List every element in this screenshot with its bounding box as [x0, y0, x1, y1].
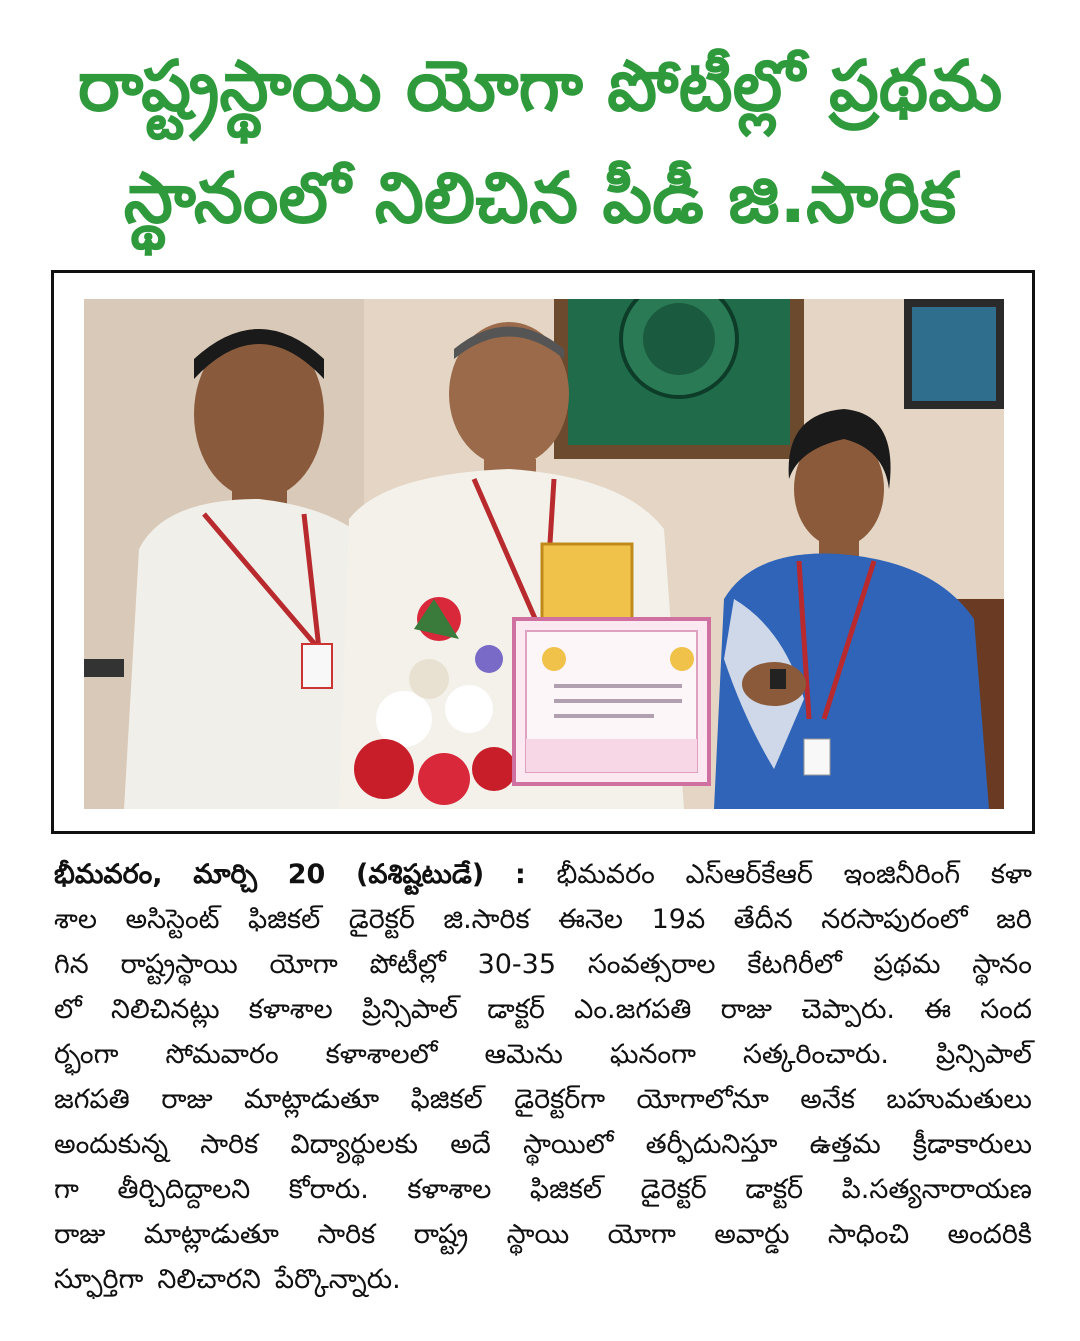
article-word: స్థాయి	[506, 1219, 570, 1250]
article-word: రాష్ట్రస్థాయి	[120, 949, 238, 980]
article-word: ఈనెల	[558, 904, 624, 935]
article-word: యోగా	[607, 1219, 676, 1250]
article-word: అందరికి	[947, 1219, 1032, 1250]
headline	[0, 30, 1080, 254]
article-word: నిలిచారని	[157, 1264, 261, 1295]
article-word: కోరారు.	[288, 1174, 369, 1205]
article-word: కళా	[990, 859, 1032, 890]
article-word: ప్రిన్సిపాల్	[361, 994, 458, 1025]
news-photo	[84, 299, 1004, 809]
article-line	[54, 1122, 1032, 1167]
article-word: డైరెక్టర్	[640, 1174, 707, 1205]
article-word: కళాశాల	[248, 994, 333, 1025]
dateline-word: మార్చి	[193, 859, 257, 890]
article-word: 30-35	[477, 949, 557, 980]
article-word: ఘనంగా	[609, 1039, 696, 1070]
article-word: పేర్కొన్నారు.	[274, 1264, 401, 1295]
article-line	[54, 1167, 1032, 1212]
article-word: యోగాలోనూ	[636, 1084, 769, 1115]
dateline-word: 20	[287, 859, 326, 890]
article-word: చెప్పారు.	[801, 994, 895, 1025]
article-word: పి.సత్యనారాయణ	[841, 1174, 1032, 1205]
article-word: ప్రిన్సిపాల్	[935, 1039, 1032, 1070]
article-word: తేదీన	[733, 904, 793, 935]
article-word: భీమవరం	[556, 859, 655, 890]
article-word: సంద	[980, 994, 1032, 1025]
dateline-word: (వశిష్టటుడే)	[356, 859, 485, 890]
article-line	[54, 942, 1032, 987]
article-word: డైరెక్టర్	[348, 904, 415, 935]
article-word: మాట్లాడుతూ	[143, 1219, 279, 1250]
article-line	[54, 987, 1032, 1032]
article-word: స్థాయిలో	[523, 1129, 614, 1160]
article-word: ఫిజికల్	[410, 1084, 483, 1115]
headline-line-2: స్థానంలో నిలిచిన పీడీ జి.సారిక	[123, 157, 957, 239]
article-word: స్థానం	[972, 949, 1032, 980]
article-word: బహుమతులు	[886, 1084, 1032, 1115]
article-word: అనేక	[800, 1084, 855, 1115]
headline-line-1: రాష్ట్రస్థాయి యోగా పోటీల్లో ప్రథమ	[77, 45, 1003, 127]
article-word: కేటగిరీలో	[747, 949, 842, 980]
article-word: డైరెక్టర్‌గా	[514, 1084, 606, 1115]
article-word: స్ఫూర్తిగా	[54, 1264, 144, 1295]
article-word: కళాశాలలో	[325, 1039, 438, 1070]
article-word: ఆమెను	[484, 1039, 563, 1070]
article-word: మాట్లాడుతూ	[244, 1084, 380, 1115]
article-word: ఫిజికల్	[529, 1174, 603, 1205]
article-word: విద్యార్థులకు	[290, 1129, 419, 1160]
news-photo-frame	[51, 270, 1035, 834]
article-word: రాజు	[720, 994, 773, 1025]
article-word: ఎస్ఆర్‌కేఆర్	[685, 859, 813, 890]
article-word: రాష్ట్ర	[413, 1219, 469, 1250]
article-word: సత్కరించారు.	[742, 1039, 889, 1070]
article-word: సోమవారం	[165, 1039, 279, 1070]
article-word: ఇంజినీరింగ్	[843, 859, 961, 890]
article-word: డాక్టర్	[745, 1174, 804, 1205]
dateline-word: :	[514, 859, 526, 890]
article-line	[54, 1077, 1032, 1122]
article-word: నరసాపురంలో	[821, 904, 968, 935]
article-word: అవార్డు	[714, 1219, 790, 1250]
article-word: సాధించి	[827, 1219, 910, 1250]
article-line	[54, 1257, 1032, 1302]
article-word: అదే	[450, 1129, 491, 1160]
article-word: గిన	[54, 949, 89, 980]
article-word: అసిస్టెంట్	[125, 904, 220, 935]
article-word: ప్రథమ	[873, 949, 941, 980]
article-word: 19వ	[651, 904, 706, 935]
article-word: సంవత్సరాల	[587, 949, 716, 980]
dateline-word: భీమవరం,	[54, 859, 163, 890]
article-body	[54, 852, 1032, 1302]
article-line	[54, 852, 1032, 897]
article-word: ఈ	[924, 994, 952, 1025]
article-word: తీర్చిదిద్దాలని	[117, 1174, 251, 1205]
article-word: తర్ఫీదునిస్తూ	[645, 1129, 778, 1160]
article-word: నిలిచినట్లు	[110, 994, 220, 1025]
article-word: రాజు	[161, 1084, 213, 1115]
article-word: ఎం.జగపతి	[574, 994, 692, 1025]
article-word: ఫిజికల్	[248, 904, 321, 935]
article-line	[54, 1032, 1032, 1077]
article-word: కళాశాల	[407, 1174, 492, 1205]
article-word: క్రీడాకారులు	[912, 1129, 1032, 1160]
article-word: రాజు	[54, 1219, 106, 1250]
article-word: ఉత్తమ	[809, 1129, 881, 1160]
article-word: జరి	[996, 904, 1032, 935]
article-word: ర్భంగా	[54, 1039, 119, 1070]
article-word: శాల	[54, 904, 97, 935]
article-word: జగపతి	[54, 1084, 130, 1115]
article-word: యోగా	[269, 949, 338, 980]
article-word: గా	[54, 1174, 79, 1205]
article-word: పోటీల్లో	[369, 949, 446, 980]
article-word: అందుకున్న	[54, 1129, 169, 1160]
article-line	[54, 897, 1032, 942]
article-line	[54, 1212, 1032, 1257]
article-word: సారిక	[317, 1219, 376, 1250]
article-word: డాక్టర్	[487, 994, 545, 1025]
article-word: జి.సారిక	[443, 904, 530, 935]
article-word: లో	[54, 994, 82, 1025]
article-word: సారిక	[200, 1129, 259, 1160]
